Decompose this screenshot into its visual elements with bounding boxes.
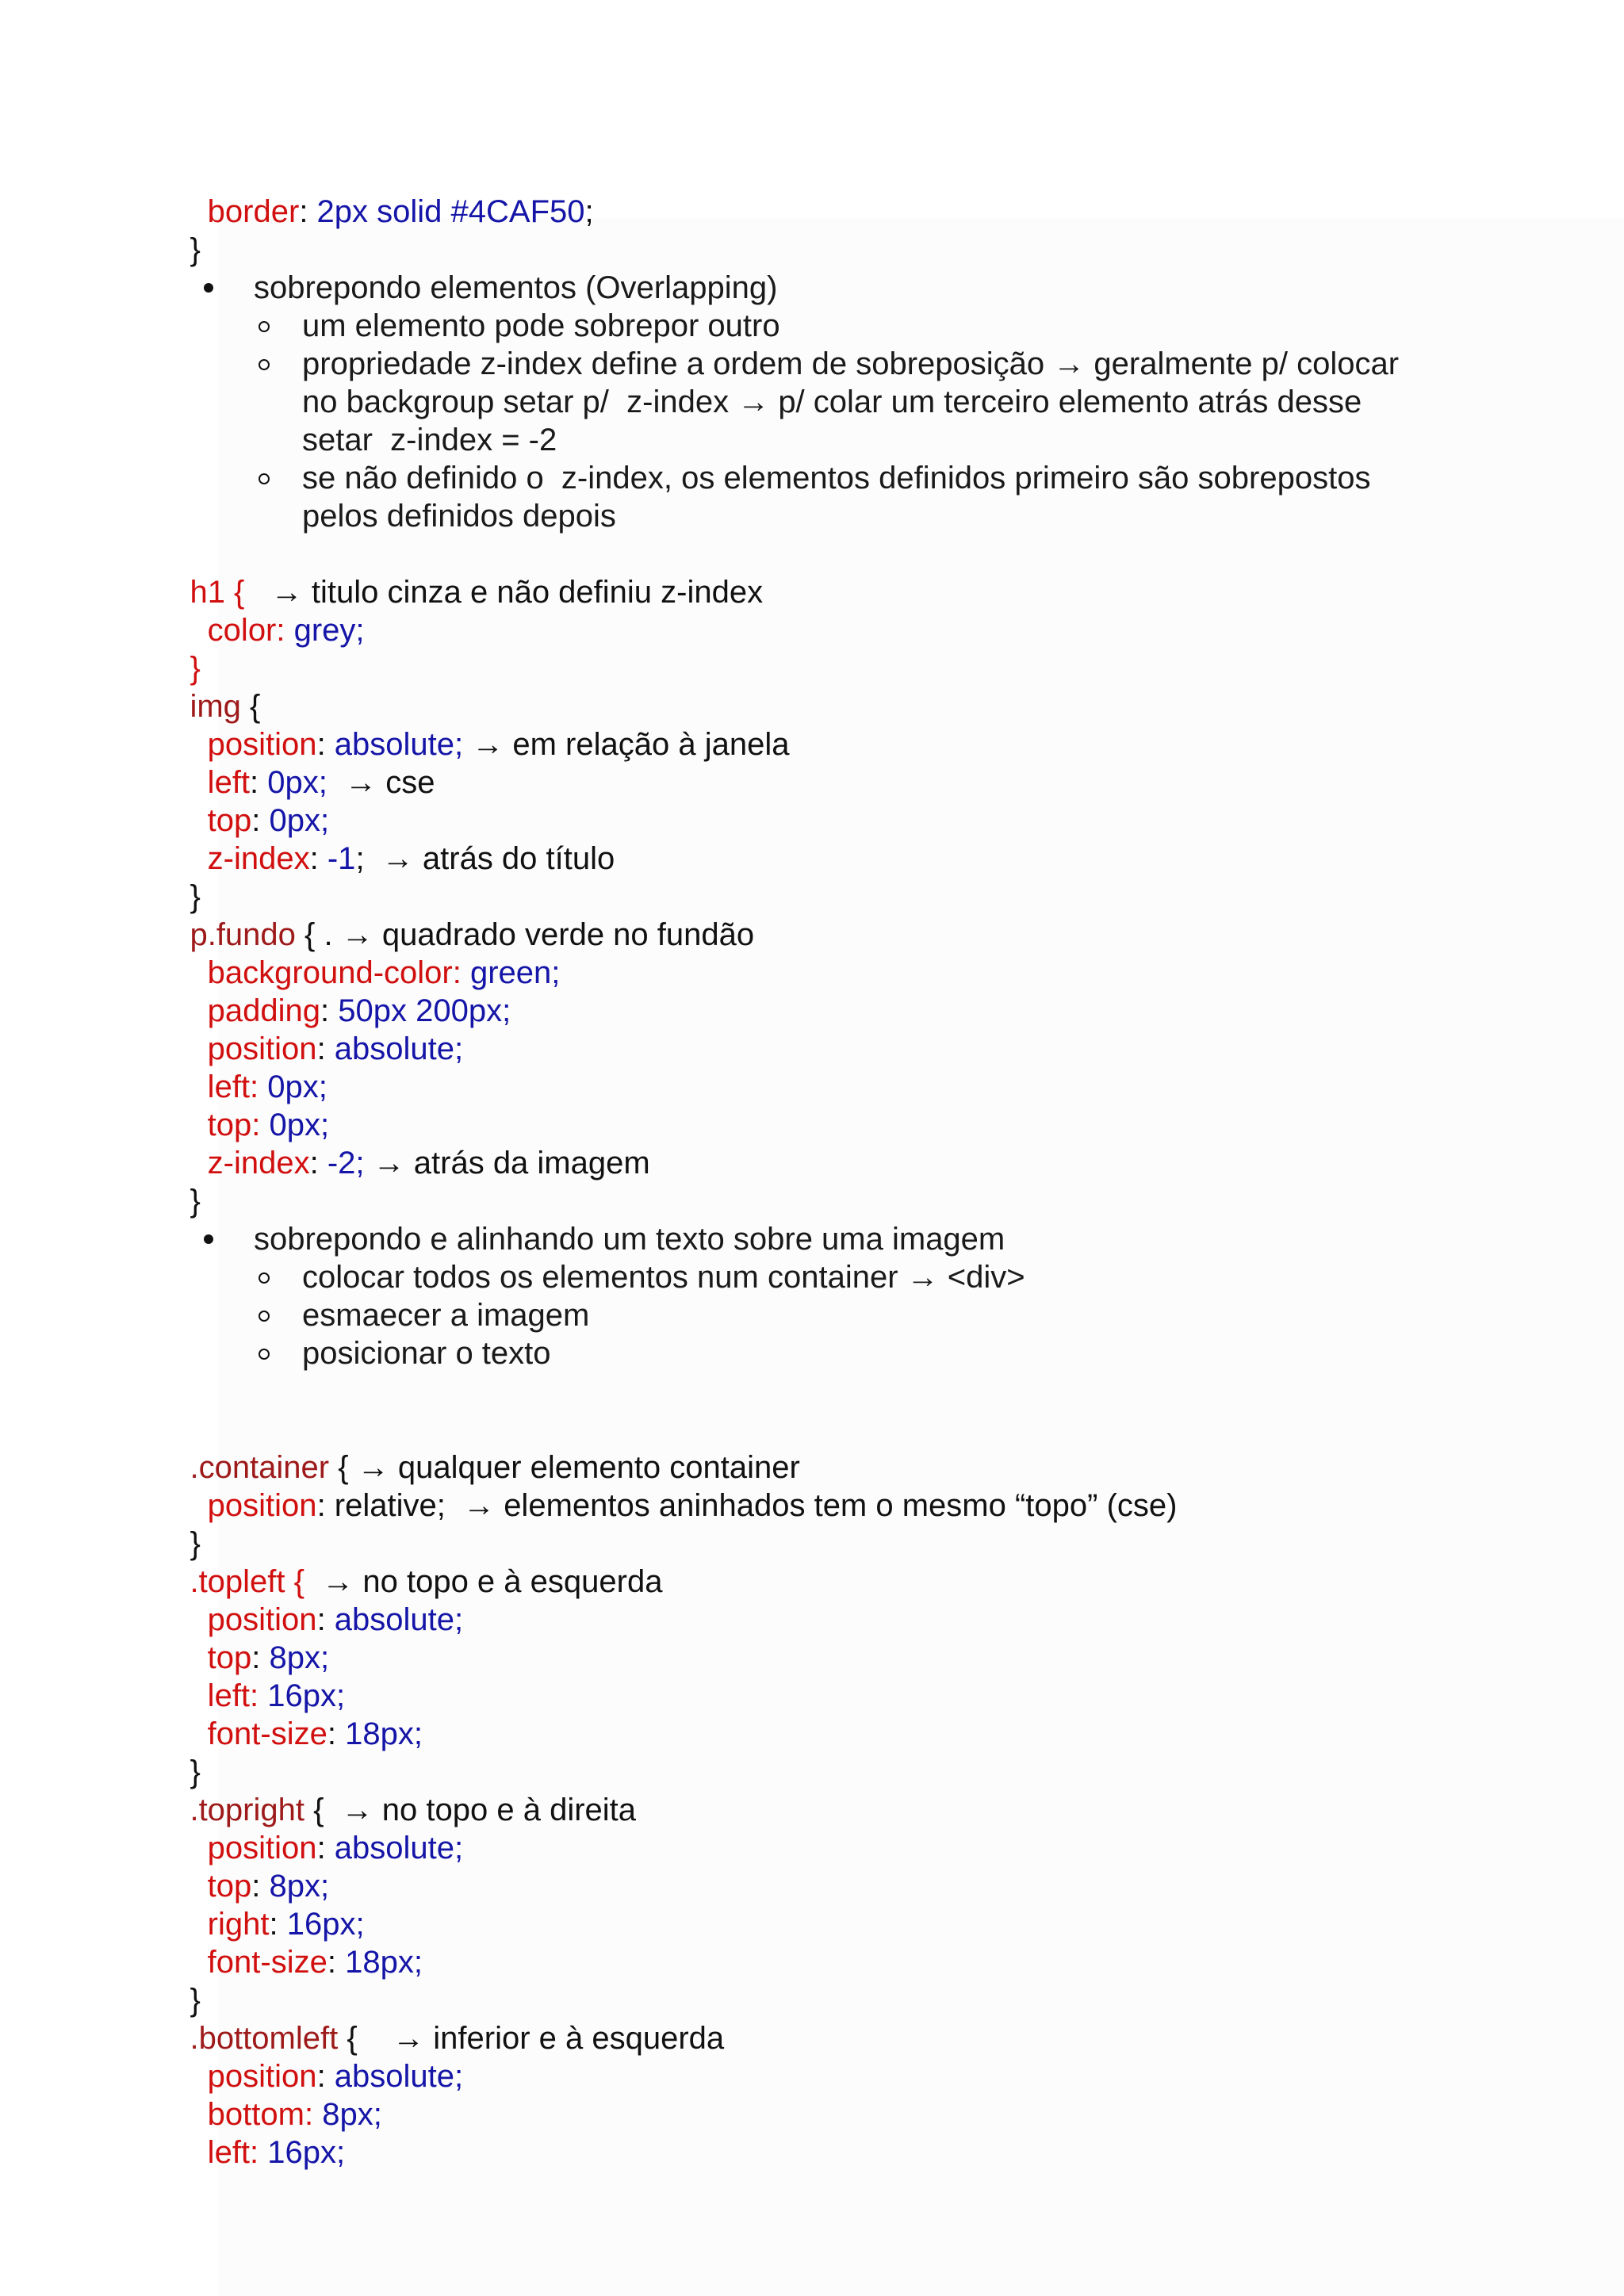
code-value: absolute; [334, 2059, 464, 2094]
code-property: padding [190, 993, 321, 1028]
code-value: 0px; [269, 803, 330, 838]
code-selector: .bottomleft [190, 2021, 339, 2056]
code-line [155, 802, 615, 876]
code-punct: : [299, 194, 317, 229]
code-line [155, 840, 201, 914]
code-property: top [190, 1869, 252, 1904]
code-punct: : [316, 1031, 335, 1066]
code-property: z-index [190, 1146, 310, 1181]
code-line [155, 687, 790, 762]
bullet-text: sobrepondo e alinhando um texto sobre uma imagem [254, 1222, 1005, 1257]
code-line [155, 2095, 346, 2170]
code-selector: h1 { [190, 575, 245, 610]
code-line [155, 1601, 330, 1675]
code-value: absolute; [334, 1602, 464, 1637]
code-property: z-index [190, 841, 310, 876]
code-comment: : relative; → elementos aninhados tem o mesmo “topo” (cse) [316, 1488, 1178, 1523]
code-line [155, 1677, 423, 1751]
code-punct: : [251, 1869, 270, 1904]
code-line [155, 1867, 365, 1942]
code-line [155, 649, 261, 724]
code-line [155, 1563, 464, 1637]
code-value: 16px; [286, 1907, 365, 1942]
code-brace: { [240, 689, 261, 724]
code-property: left: [190, 2135, 268, 2170]
code-punct: : [250, 765, 268, 800]
code-selector: .topleft { [190, 1564, 305, 1599]
code-line [155, 1981, 725, 2056]
code-value: 2px solid #4CAF50 [316, 194, 585, 229]
code-value: 0px; [267, 1070, 327, 1104]
code-property: position [190, 2059, 317, 2094]
code-comment: → no topo e à esquerda [304, 1564, 663, 1599]
code-value: -2; [327, 1146, 365, 1181]
bullet-circle-icon [259, 1334, 274, 1372]
code-punct: : [309, 1146, 327, 1181]
code-value: green; [469, 955, 561, 990]
sub-bullet-text: pelos definidos depois [302, 499, 616, 534]
code-punct: : [269, 1907, 287, 1942]
code-property: position [190, 1831, 317, 1866]
code-line [155, 1448, 1178, 1523]
code-property: top: [190, 1108, 270, 1142]
code-punct: : [316, 1831, 335, 1866]
code-punct: ; [584, 194, 594, 229]
code-property: font-size [190, 1716, 327, 1751]
code-value: 16px; [267, 1678, 346, 1713]
code-property: right [190, 1907, 270, 1942]
code-line [155, 1030, 327, 1104]
code-line [155, 1943, 201, 2018]
code-line [155, 1639, 346, 1713]
code-punct: : [316, 727, 335, 762]
code-line [155, 1144, 201, 1219]
bullet-circle-icon [259, 345, 274, 383]
code-brace: } [190, 1184, 201, 1219]
code-value: 0px; [269, 1108, 330, 1142]
code-comment: → titulo cinza e não definiu z-index [244, 575, 764, 610]
sub-bullet-text: se não definido o z-index, os elementos definidos primeiro são sobrepostos [302, 461, 1371, 496]
code-brace: } [190, 1983, 201, 2018]
code-line [155, 1791, 464, 1866]
code-line [155, 535, 764, 610]
code-comment: { → inferior e à esquerda [338, 2021, 725, 2056]
bullet-circle-icon [259, 1258, 274, 1296]
code-value: -1 [327, 841, 356, 876]
code-line [155, 878, 755, 952]
code-line [155, 763, 330, 838]
code-line [155, 1715, 201, 1789]
code-value: 16px; [267, 2135, 346, 2170]
code-comment: → atrás da imagem [364, 1146, 650, 1181]
code-line [155, 954, 511, 1028]
code-line [155, 1487, 201, 1561]
bullet-text: sobrepondo elementos (Overlapping) [254, 270, 778, 305]
code-punct: : [316, 1602, 335, 1637]
sub-bullet-text: posicionar o texto [302, 1336, 551, 1371]
code-value: absolute; [334, 727, 464, 762]
code-punct: : [309, 841, 327, 876]
bullet-disc-icon [204, 1220, 220, 1258]
code-line [155, 1106, 650, 1181]
code-brace: } [190, 1755, 201, 1789]
code-comment: → em relação à janela [463, 727, 790, 762]
code-comment: → cse [327, 765, 435, 800]
code-property: position [190, 1602, 317, 1637]
sub-bullet-text: propriedade z-index define a ordem de sobreposição → geralmente p/ colocar [302, 346, 1400, 381]
code-line [155, 1525, 663, 1599]
code-value: 8px; [269, 1640, 330, 1675]
code-punct: : [327, 1945, 346, 1980]
code-line [155, 2019, 464, 2094]
code-comment: ; → atrás do título [355, 841, 615, 876]
code-value: absolute; [334, 1031, 464, 1066]
code-punct: : [251, 1640, 270, 1675]
code-value: 50px 200px; [338, 993, 511, 1028]
code-selector: p.fundo [190, 917, 296, 952]
code-property: color: [190, 613, 294, 648]
code-brace: } [190, 879, 201, 914]
code-selector: img [190, 689, 241, 724]
code-brace: } [190, 1526, 201, 1561]
code-property: left: [190, 1678, 268, 1713]
code-property: top [190, 803, 252, 838]
code-comment: { → qualquer elemento container [329, 1450, 800, 1485]
code-property: border [190, 194, 300, 229]
code-value: absolute; [334, 1831, 464, 1866]
code-value: 0px; [267, 765, 327, 800]
code-line [155, 1410, 800, 1485]
code-brace: } [190, 651, 201, 686]
code-value: grey; [293, 613, 365, 648]
bullet-disc-icon [204, 269, 220, 307]
code-line [155, 725, 435, 800]
code-line [155, 193, 201, 267]
code-property: position [190, 727, 317, 762]
sub-bullet-text: no backgroup setar p/ z-index → p/ colar um terceiro elemento atrás desse [302, 385, 1362, 419]
code-punct: : [327, 1716, 346, 1751]
code-property: position [190, 1031, 317, 1066]
code-line [155, 2057, 382, 2132]
code-property: left: [190, 1070, 268, 1104]
code-property: position [190, 1488, 317, 1523]
code-line [155, 1068, 330, 1142]
code-value: 18px; [345, 1716, 423, 1751]
code-property: left [190, 765, 251, 800]
sub-bullet-text: esmaecer a imagem [302, 1298, 590, 1333]
sub-bullet-text: setar z-index = -2 [302, 423, 557, 457]
code-comment: { . → quadrado verde no fundão [295, 917, 755, 952]
code-selector: .container [190, 1450, 330, 1485]
code-value: 18px; [345, 1945, 423, 1980]
code-value: 8px; [269, 1869, 330, 1904]
sub-bullet-text: colocar todos os elementos num container → <div> [302, 1260, 1025, 1295]
code-property: top [190, 1640, 252, 1675]
code-line [155, 916, 561, 990]
code-brace: } [190, 232, 201, 267]
code-property: bottom: [190, 2097, 323, 2132]
code-line [155, 1753, 637, 1827]
code-property: font-size [190, 1945, 327, 1980]
code-line [155, 573, 365, 648]
code-value: 8px; [322, 2097, 382, 2132]
bullet-circle-icon [259, 459, 274, 497]
code-punct: : [320, 993, 339, 1028]
code-line [155, 155, 594, 229]
bullet-circle-icon [259, 1296, 274, 1334]
sub-bullet-text: um elemento pode sobrepor outro [302, 308, 780, 343]
code-line [155, 992, 464, 1066]
code-punct: : [251, 803, 270, 838]
code-punct: : [316, 2059, 335, 2094]
code-line [155, 611, 201, 686]
code-line [155, 1829, 330, 1904]
bullet-circle-icon [259, 307, 274, 345]
code-property: background-color: [190, 955, 470, 990]
code-comment: { → no topo e à direita [304, 1793, 637, 1827]
code-selector: .topright [190, 1793, 304, 1827]
code-line [155, 1905, 423, 1980]
